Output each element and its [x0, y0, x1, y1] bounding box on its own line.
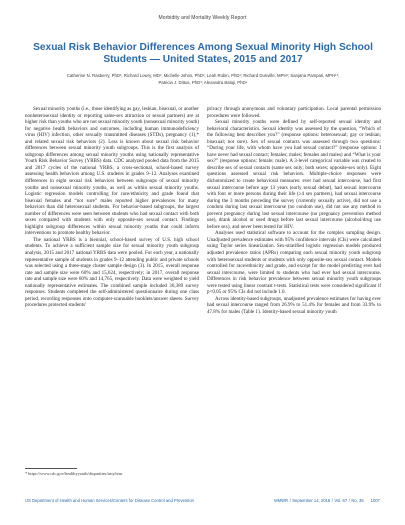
left-column: [25, 106, 199, 309]
footnote-link[interactable]: * https://www.cdc.gov/healthyyouth/disparities/smy.htm.: [25, 471, 124, 476]
running-head: Morbidity and Mortality Weekly Report: [158, 15, 247, 21]
body-paragraph: Sexual minority youths (i.e., those identifying as gay, lesbian, bisexual, or another nonheterosexual identity or reporting same-sex attraction or sexual partners) are at higher risk than youths who are not sexual minority youth (nonsexual minority youth) for negative health behaviors and outcomes, including human immunodeficiency virus (HIV) infection, other sexually transmitted diseases (STDs), pregnancy (1),* and related sexual risk behaviors (2). Less is known about sexual risk behavior differences between sexual minority youth subgroups. This is the first analysis of subgroup differences among sexual minority youths using nationally representative Youth Risk Behavior Survey (YRBS) data. CDC analyzed pooled data from the 2015 and 2017 cycles of the national YRBS, a cross-sectional, school-based survey assessing health behaviors among U.S. students in grades 9–12. Analyses examined differences in eight sexual risk behaviors between subgroups of sexual minority youths and nonsexual minority youths, as well as within sexual minority youths. Logistic regression models controlling for race/ethnicity and grade found that bisexual females and “not sure” males reported higher prevalences for many behaviors than did heterosexual students. For behavior-based subgroups, the largest number of differences were seen between students who had sexual contact with both sexes compared with students with only opposite-sex sexual contact. Findings highlight subgroup differences within sexual minority youths that could inform interventions to promote healthy behavior.: [25, 106, 199, 237]
author-line: Patricia J. Dittus, PhD³; Alexandra Balaji, PhD⁴: [158, 79, 248, 85]
body-paragraph: Across identity-based subgroups, unadjusted prevalence estimates for having ever had sexual intercourse ranged from 26.9% to 51.4% for females and from 33.9% to 47.8% for males (Table 1). Identity-based sexual minority youth: [207, 295, 381, 315]
footnote: [25, 471, 123, 476]
footer-date: September 14, 2018: [292, 498, 331, 503]
footer-citation: MMWR / September 14, 2018 / Vol. 67 / No. 36 1007: [274, 498, 380, 503]
page-number: 1007: [370, 498, 380, 503]
footnote-divider: [25, 468, 77, 469]
body-paragraph: Analyses used statistical software to account for the complex sampling design. Unadjusted prevalence estimates with 95% confidence intervals (CIs) were calculated using Taylor series linearization. Sex-stratified logistic regression models produced adjusted prevalence ratios (APRs) comparing each sexual minority youth subgroup with heterosexual students or students with only opposite-sex sexual contact. Models controlled for race/ethnicity and grade, and except for the model predicting ever had sexual intercourse, were limited to students who had ever had sexual intercourse. Differences in risk behavior prevalence between sexual minority youth subgroups were tested using linear contrast t-tests. Statistical tests were considered significant if p<0.05 or 95% CIs did not include 1.0.: [207, 230, 381, 296]
body-paragraph: privacy through anonymous and voluntary participation. Local parental permission procedures were followed.: [207, 106, 381, 119]
right-column: [207, 106, 381, 316]
body-paragraph: The national YRBS is a biennial, school-based survey of U.S. high school students. To achieve a sufficient sample size for sexual minority youth subgroup analysis, 2015 and 2017 national YRBS data were pooled. For each year, a nationally representative sample of students in grades 9–12 attending public and private schools was selected using a three-stage cluster sample design (3). In 2015, overall response rate and sample size were 60% and 15,624, respectively; in 2017, overall response rate and sample size were 60% and 14,765, respectively. Data were weighted to yield nationally representative estimates. The combined sample included 30,389 survey responses. Students completed the self-administered questionnaire during one class period, recording responses onto computer-scannable booklets/answer sheets. Survey procedures protected students’: [25, 236, 199, 309]
author-line: Catherine N. Rasberry, PhD¹; Richard Lowry, MD¹; Michelle Johns, PhD¹; Leah Robin, PhD¹; Richard Dunville, MPH¹; Sanjana Pampati, MPH¹⁲;: [66, 73, 340, 78]
page-footer: [25, 498, 380, 505]
footer-issue: No. 36: [351, 498, 364, 503]
author-list: [28, 73, 378, 87]
article-title: Sexual Risk Behavior Differences Among Sexual Minority High School Students — United States, 2015 and 2017: [33, 42, 373, 65]
body-paragraph: Sexual minority youths were defined by self-reported sexual identity and behavioral characteristics. Sexual identity was assessed by the question, “Which of the following best describes you?” (response options: heterosexual; gay or lesbian; bisexual; not sure). Sex of sexual contacts was assessed through two questions: “During your life, with whom have you had sexual contact?” (response options: I have never had sexual contact; females; males; females and males) and “What is your sex?” (response options: female; male). A 3-level categorical variable was created to describe sex of sexual contacts (same sex only; both sexes; opposite-sex only). Eight questions assessed sexual risk behaviors. Multiple-choice responses were dichotomized to create behavioral measures: ever had sexual intercourse, had first sexual intercourse before age 13 years (early sexual debut), had sexual intercourse with four or more persons during their life (≥4 sex partners), had sexual intercourse during the 3 months preceding the survey (currently sexually active), did not use a condom during last sexual intercourse (no condom use), did not use any method to prevent pregnancy during last sexual intercourse (no pregnancy prevention method use), drank alcohol or used drugs before last sexual intercourse (alcohol/drug use before sex), and never been tested for HIV.: [207, 119, 381, 230]
footer-agency: US Department of Health and Human Services/Centers for Disease Control and Prevention: [25, 498, 194, 503]
footer-journal: MMWR: [274, 498, 289, 503]
footer-volume: Vol. 67: [334, 498, 348, 503]
